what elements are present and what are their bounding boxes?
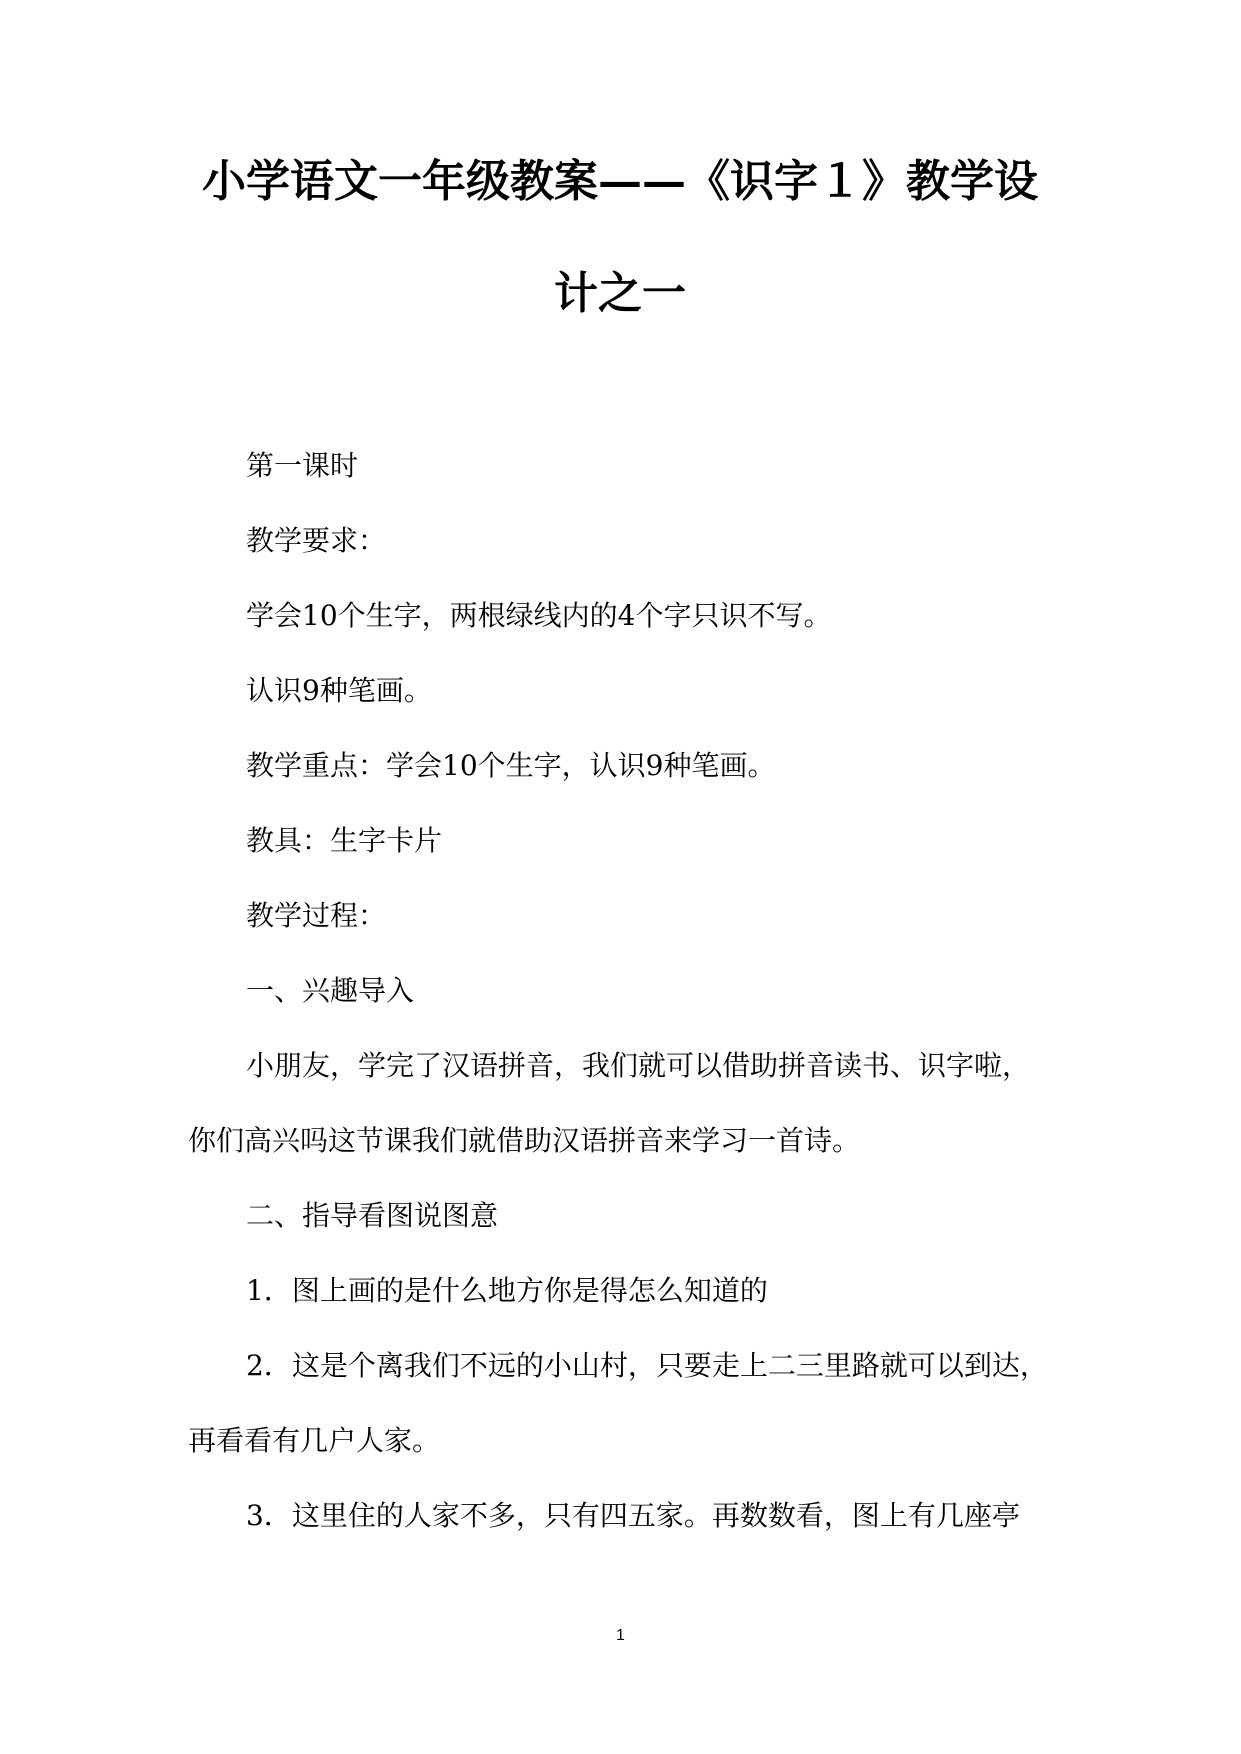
paragraph-teaching-aids: 教具：生字卡片: [246, 824, 443, 857]
paragraph-teaching-process-heading: 教学过程：: [246, 899, 387, 932]
paragraph-item-3-line-1: 3．这里住的人家不多，只有四五家。再数数看，图上有几座亭: [246, 1499, 1020, 1532]
paragraph-requirement-strokes: 认识9种笔画。: [246, 674, 432, 707]
paragraph-requirement-characters: 学会10个生字，两根绿线内的4个字只识不写。: [246, 599, 832, 632]
paragraph-lesson-period: 第一课时: [246, 449, 359, 482]
paragraph-intro-line-2: 你们高兴吗这节课我们就借助汉语拼音来学习一首诗。: [188, 1124, 861, 1157]
paragraph-intro-line-1: 小朋友，学完了汉语拼音，我们就可以借助拼音读书、识字啦，: [246, 1049, 1031, 1082]
document-title-line-1: 小学语文一年级教案——《识字１》教学设: [202, 156, 1038, 207]
paragraph-teaching-requirements-heading: 教学要求：: [246, 524, 387, 557]
page-number: 1: [616, 1627, 625, 1644]
paragraph-section-one-heading: 一、兴趣导入: [246, 974, 415, 1007]
paragraph-item-2-line-2: 再看看有几户人家。: [188, 1424, 441, 1457]
paragraph-item-1: 1．图上画的是什么地方你是得怎么知道的: [246, 1274, 768, 1307]
document-title-line-2: 计之一: [554, 268, 686, 319]
paragraph-section-two-heading: 二、指导看图说图意: [246, 1199, 499, 1232]
paragraph-teaching-focus: 教学重点：学会10个生字，认识9种笔画。: [246, 749, 776, 782]
paragraph-item-2-line-1: 2．这是个离我们不远的小山村，只要走上二三里路就可以到达，: [246, 1349, 1048, 1382]
